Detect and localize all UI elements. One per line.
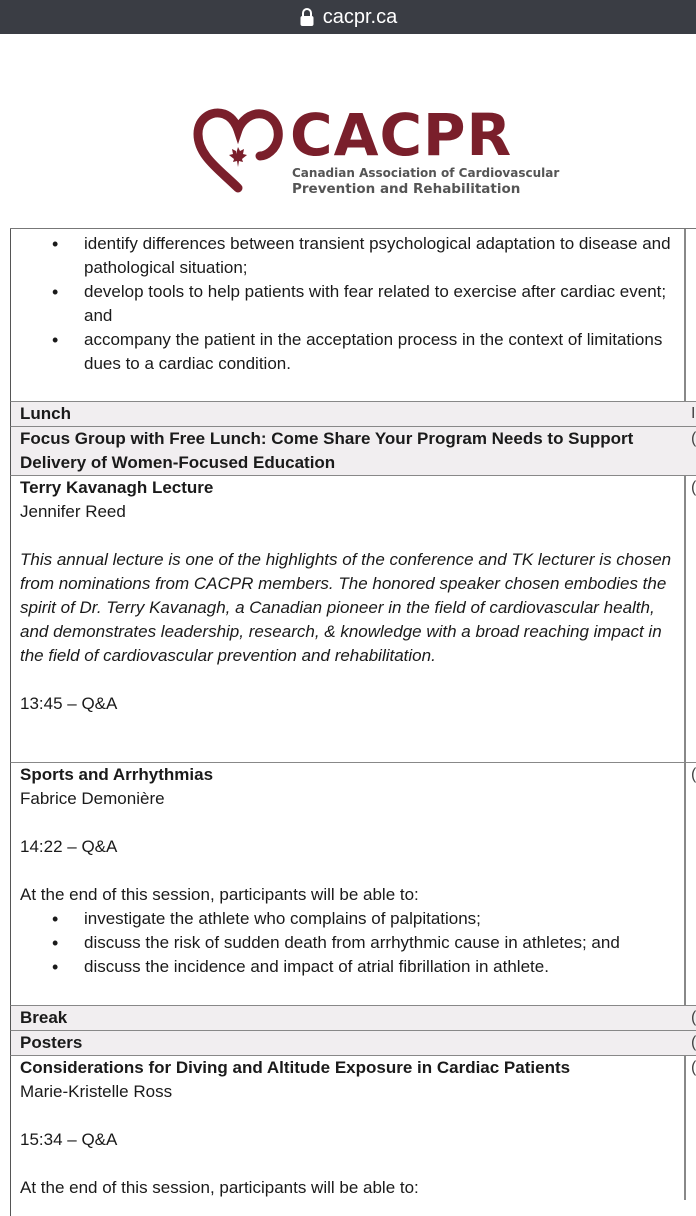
session-objectives-intro: At the end of this session, participants will be able to:: [20, 1178, 419, 1197]
list-item: • accompany the patient in the acceptation process in the context of limitations dues to a cardiac condition.: [20, 328, 696, 376]
session-speaker: Marie-Kristelle Ross: [20, 1082, 173, 1101]
cacpr-logo: [190, 101, 560, 197]
session-title: Sports and Arrhythmias: [20, 765, 214, 784]
browser-url-bar[interactable]: [0, 0, 696, 34]
session-speaker: Fabrice Demonière: [20, 789, 165, 808]
lunch-label: Lunch: [20, 404, 71, 423]
session-qa-time: 13:45 – Q&A: [20, 694, 118, 713]
logo-wordmark: CACPR: [290, 101, 513, 169]
right-column-mark: (: [691, 766, 696, 783]
table-row-tk-lecture: [10, 476, 696, 763]
program-table: [10, 228, 696, 1216]
list-item: • develop tools to help patients with fear related to exercise after cardiac event; and: [20, 280, 696, 328]
session-title: Considerations for Diving and Altitude Exposure in Cardiac Patients: [20, 1058, 571, 1077]
table-row-posters: [10, 1031, 696, 1056]
right-column-mark: (: [691, 1059, 696, 1076]
session-objectives-intro: At the end of this session, participants will be able to:: [20, 885, 419, 904]
session-description: This annual lecture is one of the highlights of the conference and TK lecturer is chosen from nominations from CACPR members. The honored speaker chosen embodies the spirit of Dr. Terry Kavanagh, a Canadian pioneer in the field of cardiovascular health, and demonstrates leadership, research, & knowledge with a broad reaching impact in the field of cardiovascular prevention and rehabilitation.: [20, 550, 672, 665]
right-column-mark: (: [691, 430, 696, 447]
table-row-lunch: [10, 402, 696, 427]
table-row-diving: [10, 1056, 696, 1216]
session-speaker: Jennifer Reed: [20, 502, 126, 521]
list-item: • discuss the risk of sudden death from arrhythmic cause in athletes; and: [20, 931, 696, 955]
break-label: Break: [20, 1008, 68, 1027]
table-row-focus-group: [10, 427, 696, 476]
table-row-objectives-cont: [10, 229, 696, 402]
session-qa-time: 14:22 – Q&A: [20, 837, 118, 856]
table-row-sports: [10, 763, 696, 1006]
table-row-break: [10, 1006, 696, 1031]
session-qa-time: 15:34 – Q&A: [20, 1130, 118, 1149]
heart-maple-leaf-icon: [190, 104, 286, 194]
right-column-mark: (: [691, 479, 696, 496]
focus-group-title: Focus Group with Free Lunch: Come Share Your Program Needs to Support Delivery of Women-Focused Education: [20, 429, 634, 472]
logo-subtitle-line2: Prevention and Rehabilitation: [292, 181, 521, 197]
right-column-mark: (: [691, 1009, 696, 1026]
session-title: Terry Kavanagh Lecture: [20, 478, 214, 497]
right-column-mark: I: [691, 405, 696, 422]
url-text: cacpr.ca: [322, 5, 398, 28]
logo-subtitle-line1: Canadian Association of Cardiovascular: [292, 166, 560, 180]
right-column-mark: (: [691, 1034, 696, 1051]
list-item: • identify differences between transient psychological adaptation to disease and pathological situation;: [20, 232, 696, 280]
list-item: • discuss the incidence and impact of atrial fibrillation in athlete.: [20, 955, 696, 979]
list-item: • investigate the athlete who complains of palpitations;: [20, 907, 696, 931]
posters-label: Posters: [20, 1033, 83, 1052]
lock-icon: [299, 7, 315, 27]
